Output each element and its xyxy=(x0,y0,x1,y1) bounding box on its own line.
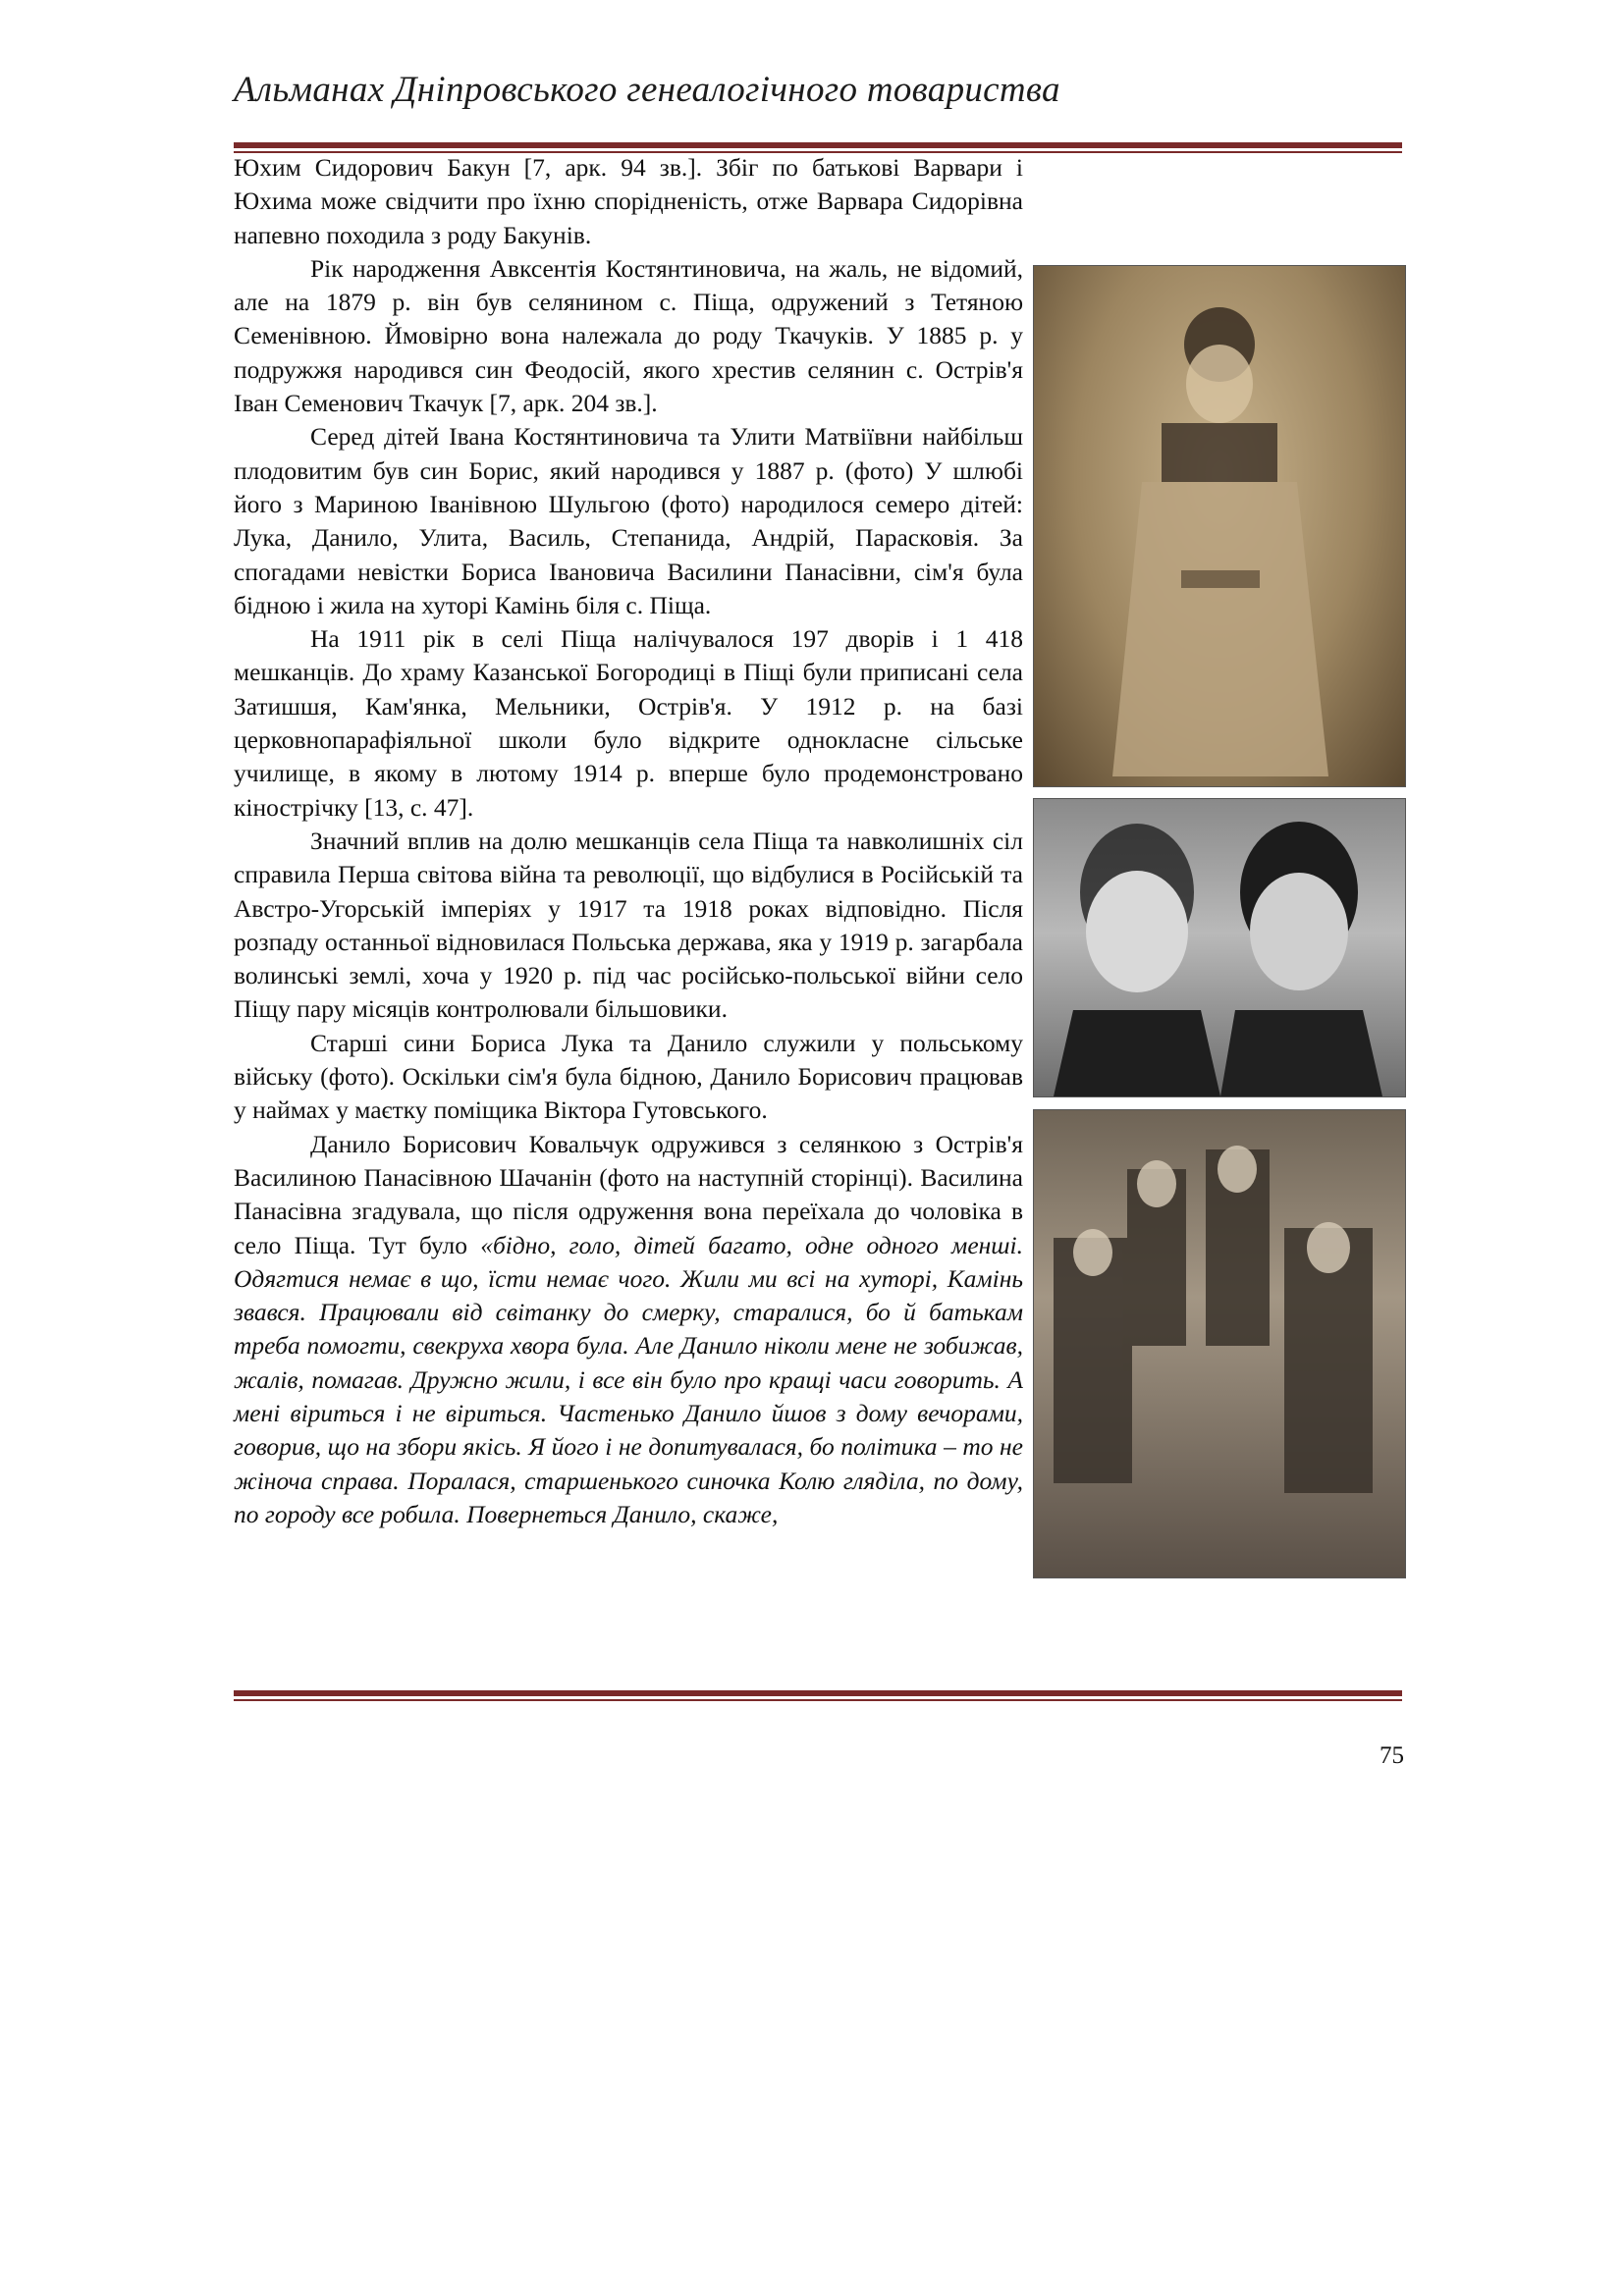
paragraph-4: На 1911 рік в селі Піща налічувалося 197 дворів і 1 418 мешканців. До храму Казанської Богородиці в Піщі були приписані села Затишшя, Кам'янка, Мельники, Острів'я. У 1912 р. на базі церковнопарафіяльної школи було відкрите однокласне сільське училище, в якому в лютому 1914 р. вперше було продемонстровано кінострічку [13, с. 47]. xyxy=(234,624,1023,822)
paragraph-1: Юхим Сидорович Бакун [7, арк. 94 зв.]. Збіг по батькові Варвари і Юхима може свідчити про їхню спорідненість, отже Варвара Сидорівна напевно походила з роду Бакунів. xyxy=(234,153,1023,249)
footer-rule xyxy=(234,1690,1402,1701)
page-number: 75 xyxy=(1380,1742,1404,1769)
paragraph-7 xyxy=(234,1128,1402,1532)
running-title: Альманах Дніпровського генеалогічного товариства xyxy=(234,70,1060,110)
paragraph-6: Старші сини Бориса Лука та Данило служили у польському війську (фото). Оскільки сім'я була бідною, Данило Борисович працював у наймах у маєтку поміщика Віктора Гутовського. xyxy=(234,1028,1023,1125)
header-rule-thick xyxy=(234,142,1402,148)
article-body xyxy=(234,151,1402,1589)
footer-rule-thick xyxy=(234,1690,1402,1696)
paragraph-3: Серед дітей Івана Костянтиновича та Улити Матвіївни найбільш плодовитим був син Борис, який народився у 1887 р. (фото) У шлюбі його з Мариною Іванівною Шульгою (фото) народилося семеро дітей: Лука, Данило, Улита, Василь, Степанида, Андрій, Парасковія. За спогадами невістки Бориса Івановича Василини Панасівни, сім'я була бідною і жила на хуторі Камінь біля с. Піща. xyxy=(234,422,1023,619)
paragraph-2: Рік народження Авксентія Костянтиновича, на жаль, не відомий, але на 1879 р. він був селянином с. Піща, одружений з Тетяною Семенівною. Ймовірно вона належала до роду Ткачуків. У 1885 р. у подружжя народився син Феодосій, якого хрестив селянин с. Острів'я Іван Семенович Ткачук [7, арк. 204 зв.]. xyxy=(234,253,1023,418)
paragraph-5: Значний вплив на долю мешканців села Піща та навколишніх сіл справила Перша світова війна та революції, що відбулися в Російській та Австро-Угорській імперіях у 1917 та 1918 роках відповідно. Після розпаду останньої відновилася Польська держава, яка у 1919 р. загарбала волинські землі, хоча у 1920 р. під час російсько-польської війни село Піщу пару місяців контролювали більшовики. xyxy=(234,826,1023,1024)
paragraph-7-quote: «бідно, голо, дітей багато, одне одного менші. Одягтися немає в що, їсти немає чого. Жили ми всі на хуторі, Камінь звався. Працювали від світанку до смерку, старалися, бо й батькам треба помогти, свекруха хвора була. Але Данило ніколи мене не зобижав, жалів, помагав. Дружно жили, і все він було про кращі часи говорить. А мені віриться і не віриться. Частенько Данило йшов з дому вечорами, говорив, що на збори якісь. Я його і не допитувалася, бо політика – то не жіноча справа. Поралася, старшенького синочка Колю гляділа, по дому, по городу все робила. Повернеться Данило, скаже, xyxy=(234,1230,1023,1528)
footer-rule-thin xyxy=(234,1699,1402,1701)
paragraph-7-lead: Данило Борисович Ковальчук одружився з селянкою з Острів'я Василиною Панасівною Шачанін (фото на наступній сторінці). Василина Панасівна згадувала, що після одруження вона переїхала до чоловіка в село Піща. Тут було xyxy=(234,1129,1023,1259)
